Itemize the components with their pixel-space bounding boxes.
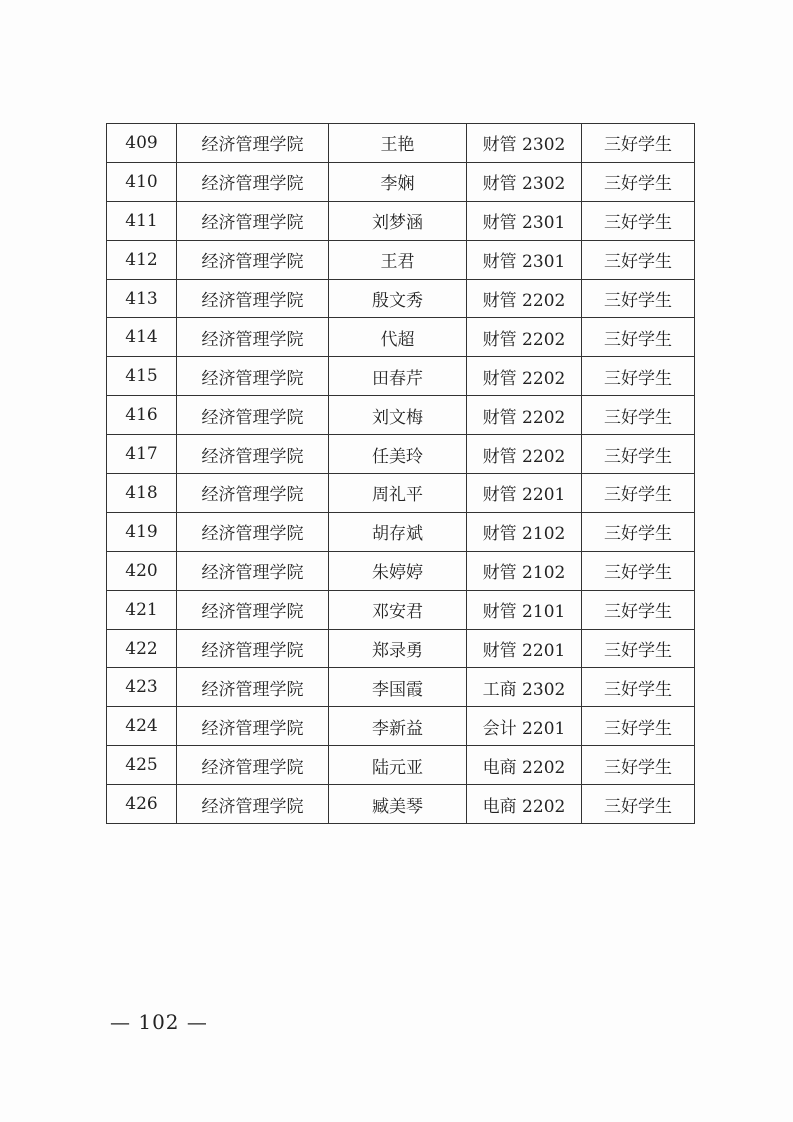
class-cell: 财管 2201 (467, 474, 582, 513)
table-row (107, 629, 695, 668)
award-cell: 三好学生 (582, 201, 695, 240)
row-number-cell: 425 (107, 746, 177, 785)
college-cell: 经济管理学院 (177, 124, 329, 163)
college-cell: 经济管理学院 (177, 279, 329, 318)
student-name-cell: 任美玲 (329, 435, 467, 474)
class-cell: 财管 2202 (467, 279, 582, 318)
college-cell: 经济管理学院 (177, 785, 329, 824)
college-cell: 经济管理学院 (177, 629, 329, 668)
award-cell: 三好学生 (582, 629, 695, 668)
award-cell: 三好学生 (582, 668, 695, 707)
row-number-cell: 418 (107, 474, 177, 513)
row-number-cell: 417 (107, 435, 177, 474)
college-cell: 经济管理学院 (177, 318, 329, 357)
award-cell: 三好学生 (582, 746, 695, 785)
student-name-cell: 李国霞 (329, 668, 467, 707)
student-name-cell: 刘文梅 (329, 396, 467, 435)
award-cell: 三好学生 (582, 124, 695, 163)
row-number-cell: 420 (107, 551, 177, 590)
row-number-cell: 414 (107, 318, 177, 357)
student-name-cell: 陆元亚 (329, 746, 467, 785)
student-name-cell: 邓安君 (329, 590, 467, 629)
table-row (107, 668, 695, 707)
table-row (107, 240, 695, 279)
college-cell: 经济管理学院 (177, 590, 329, 629)
row-number-cell: 423 (107, 668, 177, 707)
class-cell: 财管 2302 (467, 124, 582, 163)
student-name-cell: 胡存斌 (329, 512, 467, 551)
award-cell: 三好学生 (582, 785, 695, 824)
student-award-table (106, 123, 695, 824)
row-number-cell: 412 (107, 240, 177, 279)
award-cell: 三好学生 (582, 357, 695, 396)
row-number-cell: 424 (107, 707, 177, 746)
award-cell: 三好学生 (582, 551, 695, 590)
table-row (107, 512, 695, 551)
table-row (107, 474, 695, 513)
row-number-cell: 419 (107, 512, 177, 551)
row-number-cell: 411 (107, 201, 177, 240)
row-number-cell: 415 (107, 357, 177, 396)
college-cell: 经济管理学院 (177, 357, 329, 396)
row-number-cell: 416 (107, 396, 177, 435)
row-number-cell: 409 (107, 124, 177, 163)
award-cell: 三好学生 (582, 318, 695, 357)
class-cell: 财管 2201 (467, 629, 582, 668)
student-name-cell: 王君 (329, 240, 467, 279)
award-cell: 三好学生 (582, 707, 695, 746)
class-cell: 财管 2302 (467, 162, 582, 201)
award-cell: 三好学生 (582, 512, 695, 551)
college-cell: 经济管理学院 (177, 512, 329, 551)
row-number-cell: 421 (107, 590, 177, 629)
row-number-cell: 426 (107, 785, 177, 824)
table-row (107, 279, 695, 318)
class-cell: 会计 2201 (467, 707, 582, 746)
college-cell: 经济管理学院 (177, 435, 329, 474)
college-cell: 经济管理学院 (177, 240, 329, 279)
table-row (107, 318, 695, 357)
student-name-cell: 殷文秀 (329, 279, 467, 318)
table-row (107, 124, 695, 163)
student-name-cell: 李新益 (329, 707, 467, 746)
row-number-cell: 422 (107, 629, 177, 668)
class-cell: 财管 2102 (467, 512, 582, 551)
row-number-cell: 413 (107, 279, 177, 318)
class-cell: 财管 2301 (467, 201, 582, 240)
class-cell: 财管 2301 (467, 240, 582, 279)
student-name-cell: 臧美琴 (329, 785, 467, 824)
table-row (107, 785, 695, 824)
table-row (107, 590, 695, 629)
college-cell: 经济管理学院 (177, 162, 329, 201)
class-cell: 电商 2202 (467, 746, 582, 785)
student-name-cell: 刘梦涵 (329, 201, 467, 240)
row-number-cell: 410 (107, 162, 177, 201)
table-row (107, 435, 695, 474)
class-cell: 工商 2302 (467, 668, 582, 707)
student-name-cell: 王艳 (329, 124, 467, 163)
table-body (107, 124, 695, 824)
award-cell: 三好学生 (582, 435, 695, 474)
page-number: — 102 — (110, 1010, 208, 1034)
college-cell: 经济管理学院 (177, 474, 329, 513)
table-row (107, 201, 695, 240)
student-name-cell: 代超 (329, 318, 467, 357)
student-name-cell: 田春芹 (329, 357, 467, 396)
class-cell: 财管 2202 (467, 396, 582, 435)
award-cell: 三好学生 (582, 162, 695, 201)
award-cell: 三好学生 (582, 590, 695, 629)
table-row (107, 162, 695, 201)
award-cell: 三好学生 (582, 240, 695, 279)
student-name-cell: 朱婷婷 (329, 551, 467, 590)
student-name-cell: 周礼平 (329, 474, 467, 513)
college-cell: 经济管理学院 (177, 201, 329, 240)
table-row (107, 746, 695, 785)
college-cell: 经济管理学院 (177, 707, 329, 746)
class-cell: 电商 2202 (467, 785, 582, 824)
college-cell: 经济管理学院 (177, 668, 329, 707)
class-cell: 财管 2101 (467, 590, 582, 629)
table-row (107, 707, 695, 746)
table-row (107, 551, 695, 590)
award-cell: 三好学生 (582, 396, 695, 435)
student-name-cell: 郑录勇 (329, 629, 467, 668)
table-row (107, 357, 695, 396)
table-row (107, 396, 695, 435)
college-cell: 经济管理学院 (177, 746, 329, 785)
class-cell: 财管 2102 (467, 551, 582, 590)
student-name-cell: 李娴 (329, 162, 467, 201)
college-cell: 经济管理学院 (177, 396, 329, 435)
class-cell: 财管 2202 (467, 435, 582, 474)
college-cell: 经济管理学院 (177, 551, 329, 590)
class-cell: 财管 2202 (467, 357, 582, 396)
class-cell: 财管 2202 (467, 318, 582, 357)
award-cell: 三好学生 (582, 279, 695, 318)
award-cell: 三好学生 (582, 474, 695, 513)
